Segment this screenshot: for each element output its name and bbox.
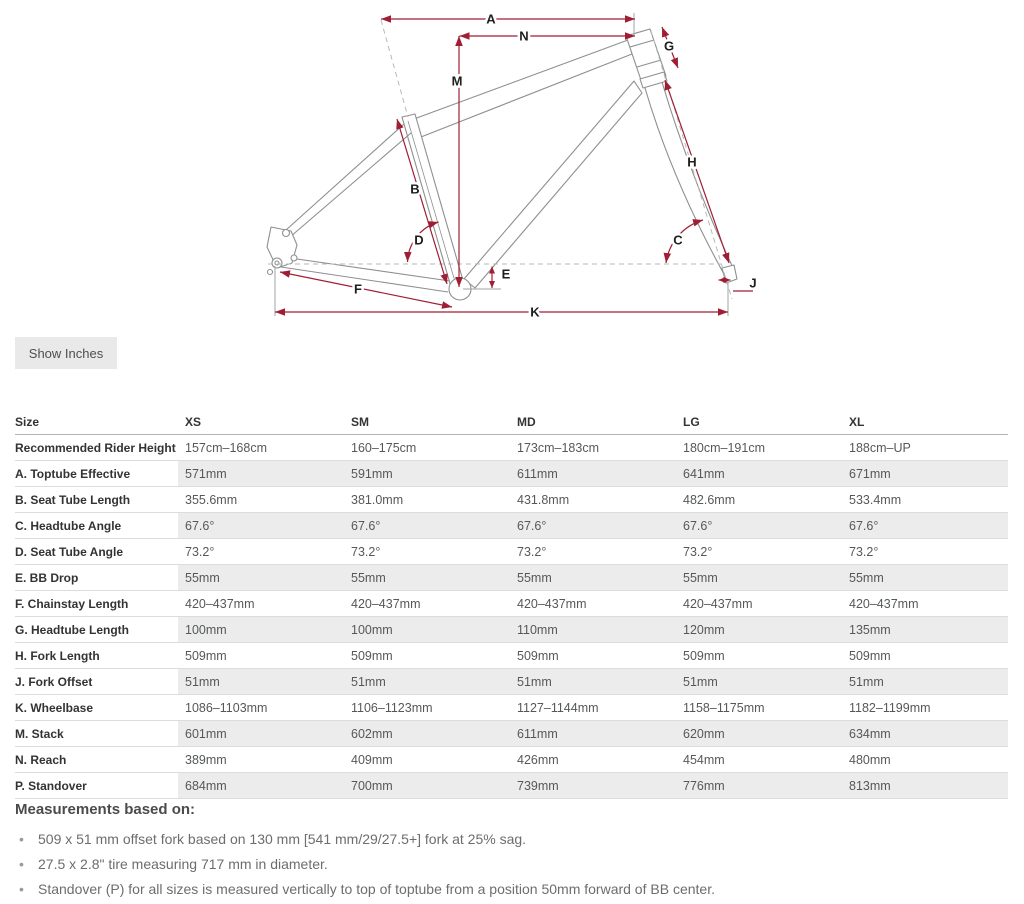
column-header-sm: SM [344, 409, 510, 435]
table-row [15, 643, 1008, 669]
dim-label-j: J [749, 275, 757, 291]
column-header-size: Size [15, 409, 178, 435]
value-cell: 51mm [676, 669, 842, 695]
value-cell: 739mm [510, 773, 676, 799]
value-cell: 55mm [842, 565, 1008, 591]
value-cell: 73.2° [842, 539, 1008, 565]
row-label: Recommended Rider Height [15, 435, 178, 461]
value-cell: 509mm [344, 643, 510, 669]
down-tube [464, 81, 642, 288]
dim-label-e: E [501, 266, 511, 282]
value-cell: 509mm [676, 643, 842, 669]
dim-label-k: K [530, 304, 540, 320]
note-text: 27.5 x 2.8" tire measuring 717 mm in diameter. [38, 856, 328, 872]
table-row [15, 435, 1008, 461]
bullet-icon: • [19, 856, 24, 872]
geometry-diagram [0, 0, 1024, 330]
value-cell: 602mm [344, 721, 510, 747]
value-cell: 173cm–183cm [510, 435, 676, 461]
table-row [15, 669, 1008, 695]
table-row [15, 565, 1008, 591]
table-row [15, 747, 1008, 773]
value-cell: 67.6° [510, 513, 676, 539]
value-cell: 509mm [510, 643, 676, 669]
table-row [15, 513, 1008, 539]
value-cell: 67.6° [344, 513, 510, 539]
measurement-notes [15, 801, 1010, 902]
row-label: F. Chainstay Length [15, 591, 178, 617]
value-cell: 420–437mm [510, 591, 676, 617]
value-cell: 611mm [510, 461, 676, 487]
value-cell: 571mm [178, 461, 344, 487]
note-text: Standover (P) for all sizes is measured vertically to top of toptube from a position 50mm forward of BB center. [38, 881, 715, 897]
value-cell: 73.2° [344, 539, 510, 565]
table-row [15, 487, 1008, 513]
column-header-md: MD [510, 409, 676, 435]
value-cell: 426mm [510, 747, 676, 773]
table-row [15, 461, 1008, 487]
value-cell: 51mm [842, 669, 1008, 695]
note-text: 509 x 51 mm offset fork based on 130 mm [541 mm/29/27.5+] fork at 25% sag. [38, 831, 527, 847]
dim-label-d: D [414, 232, 424, 248]
value-cell: 100mm [178, 617, 344, 643]
dim-label-c: C [673, 232, 683, 248]
value-cell: 55mm [344, 565, 510, 591]
row-label: M. Stack [15, 721, 178, 747]
value-cell: 73.2° [510, 539, 676, 565]
value-cell: 533.4mm [842, 487, 1008, 513]
value-cell: 620mm [676, 721, 842, 747]
row-label: J. Fork Offset [15, 669, 178, 695]
notes-heading: Measurements based on: [15, 801, 196, 818]
dim-label-h: H [687, 154, 697, 170]
dim-arc-headangle-c [666, 220, 703, 263]
value-cell: 420–437mm [178, 591, 344, 617]
value-cell: 634mm [842, 721, 1008, 747]
value-cell: 55mm [676, 565, 842, 591]
row-label: G. Headtube Length [15, 617, 178, 643]
column-header-xs: XS [178, 409, 344, 435]
value-cell: 160–175cm [344, 435, 510, 461]
dim-label-n: N [519, 28, 529, 44]
dim-label-a: A [486, 11, 496, 27]
row-label: K. Wheelbase [15, 695, 178, 721]
value-cell: 51mm [510, 669, 676, 695]
value-cell: 67.6° [178, 513, 344, 539]
value-cell: 671mm [842, 461, 1008, 487]
value-cell: 1086–1103mm [178, 695, 344, 721]
notes-list [15, 827, 1010, 902]
row-label: N. Reach [15, 747, 178, 773]
value-cell: 1127–1144mm [510, 695, 676, 721]
value-cell: 55mm [178, 565, 344, 591]
row-label: A. Toptube Effective [15, 461, 178, 487]
dim-label-m: M [451, 73, 463, 89]
table-header [15, 409, 1008, 435]
value-cell: 389mm [178, 747, 344, 773]
seat-axis-dashed-line [381, 20, 408, 117]
table-row [15, 721, 1008, 747]
value-cell: 381.0mm [344, 487, 510, 513]
value-cell: 641mm [676, 461, 842, 487]
value-cell: 480mm [842, 747, 1008, 773]
column-header-lg: LG [676, 409, 842, 435]
dim-label-b: B [410, 181, 420, 197]
dim-label-g: G [663, 38, 675, 54]
bullet-icon: • [19, 881, 24, 897]
fork [645, 88, 725, 276]
row-label: B. Seat Tube Length [15, 487, 178, 513]
value-cell: 684mm [178, 773, 344, 799]
value-cell: 73.2° [178, 539, 344, 565]
value-cell: 482.6mm [676, 487, 842, 513]
table-body [15, 435, 1008, 799]
value-cell: 509mm [178, 643, 344, 669]
column-header-xl: XL [842, 409, 1008, 435]
note-item [15, 827, 1010, 852]
row-label: D. Seat Tube Angle [15, 539, 178, 565]
value-cell: 601mm [178, 721, 344, 747]
show-inches-button[interactable]: Show Inches [15, 337, 117, 369]
value-cell: 409mm [344, 747, 510, 773]
value-cell: 188cm–UP [842, 435, 1008, 461]
table-row [15, 539, 1008, 565]
value-cell: 776mm [676, 773, 842, 799]
dimension-labels [354, 12, 757, 320]
value-cell: 110mm [510, 617, 676, 643]
value-cell: 180cm–191cm [676, 435, 842, 461]
seat-stay [286, 124, 404, 230]
value-cell: 591mm [344, 461, 510, 487]
value-cell: 420–437mm [344, 591, 510, 617]
value-cell: 67.6° [676, 513, 842, 539]
value-cell: 431.8mm [510, 487, 676, 513]
note-item [15, 852, 1010, 877]
row-label: P. Standover [15, 773, 178, 799]
value-cell: 355.6mm [178, 487, 344, 513]
value-cell: 611mm [510, 721, 676, 747]
value-cell: 67.6° [842, 513, 1008, 539]
value-cell: 73.2° [676, 539, 842, 565]
reference-lines [268, 13, 732, 316]
value-cell: 420–437mm [842, 591, 1008, 617]
value-cell: 420–437mm [676, 591, 842, 617]
dim-label-f: F [354, 281, 362, 297]
value-cell: 157cm–168cm [178, 435, 344, 461]
row-label: E. BB Drop [15, 565, 178, 591]
value-cell: 120mm [676, 617, 842, 643]
row-label: C. Headtube Angle [15, 513, 178, 539]
value-cell: 1158–1175mm [676, 695, 842, 721]
value-cell: 135mm [842, 617, 1008, 643]
value-cell: 1106–1123mm [344, 695, 510, 721]
seat-tube [402, 114, 464, 287]
value-cell: 51mm [344, 669, 510, 695]
value-cell: 55mm [510, 565, 676, 591]
table-row [15, 695, 1008, 721]
dimension-lines [275, 19, 753, 312]
value-cell: 454mm [676, 747, 842, 773]
bullet-icon: • [19, 831, 24, 847]
note-item [15, 877, 1010, 902]
value-cell: 1182–1199mm [842, 695, 1008, 721]
value-cell: 813mm [842, 773, 1008, 799]
table-row [15, 773, 1008, 799]
table-row [15, 591, 1008, 617]
value-cell: 700mm [344, 773, 510, 799]
row-label: H. Fork Length [15, 643, 178, 669]
value-cell: 100mm [344, 617, 510, 643]
value-cell: 509mm [842, 643, 1008, 669]
table-row [15, 617, 1008, 643]
geometry-table [15, 409, 1008, 799]
value-cell: 51mm [178, 669, 344, 695]
